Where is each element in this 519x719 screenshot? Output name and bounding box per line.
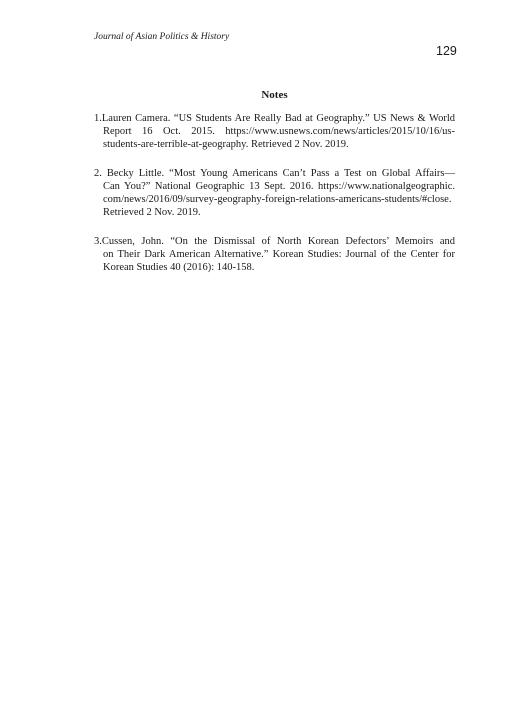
note-item-3: [94, 235, 455, 274]
note-line: students-are-terrible-at-geography. Retrieved 2 Nov. 2019.: [103, 139, 349, 150]
note-line: com/news/2016/09/survey-geography-foreign-relations-americans-students/#close.: [103, 194, 452, 205]
note-line: Retrieved 2 Nov. 2019.: [103, 207, 201, 218]
note-line: 1.Lauren Camera. “US Students Are Really Bad at Geography.” US News & World: [94, 113, 455, 124]
note-line: 3.Cussen, John. “On the Dismissal of North Korean Defectors’ Memoirs and: [94, 236, 455, 247]
running-head: Journal of Asian Politics & History: [94, 32, 230, 42]
note-line: Korean Studies 40 (2016): 140-158.: [103, 262, 255, 273]
notes-heading: Notes: [261, 89, 288, 101]
note-line: 2. Becky Little. “Most Young Americans Can’t Pass a Test on Global Affairs—: [94, 168, 455, 179]
note-line: Can You?” National Geographic 13 Sept. 2016. https://www.nationalgeographic.: [103, 181, 455, 192]
notes-list: [94, 112, 455, 290]
note-item-2: [94, 167, 455, 219]
note-line: on Their Dark American Alternative.” Korean Studies: Journal of the Center for: [103, 249, 455, 260]
page-number: 129: [436, 44, 457, 58]
note-line: Report 16 Oct. 2015. https://www.usnews.com/news/articles/2015/10/16/us-: [103, 126, 455, 137]
note-item-1: [94, 112, 455, 151]
